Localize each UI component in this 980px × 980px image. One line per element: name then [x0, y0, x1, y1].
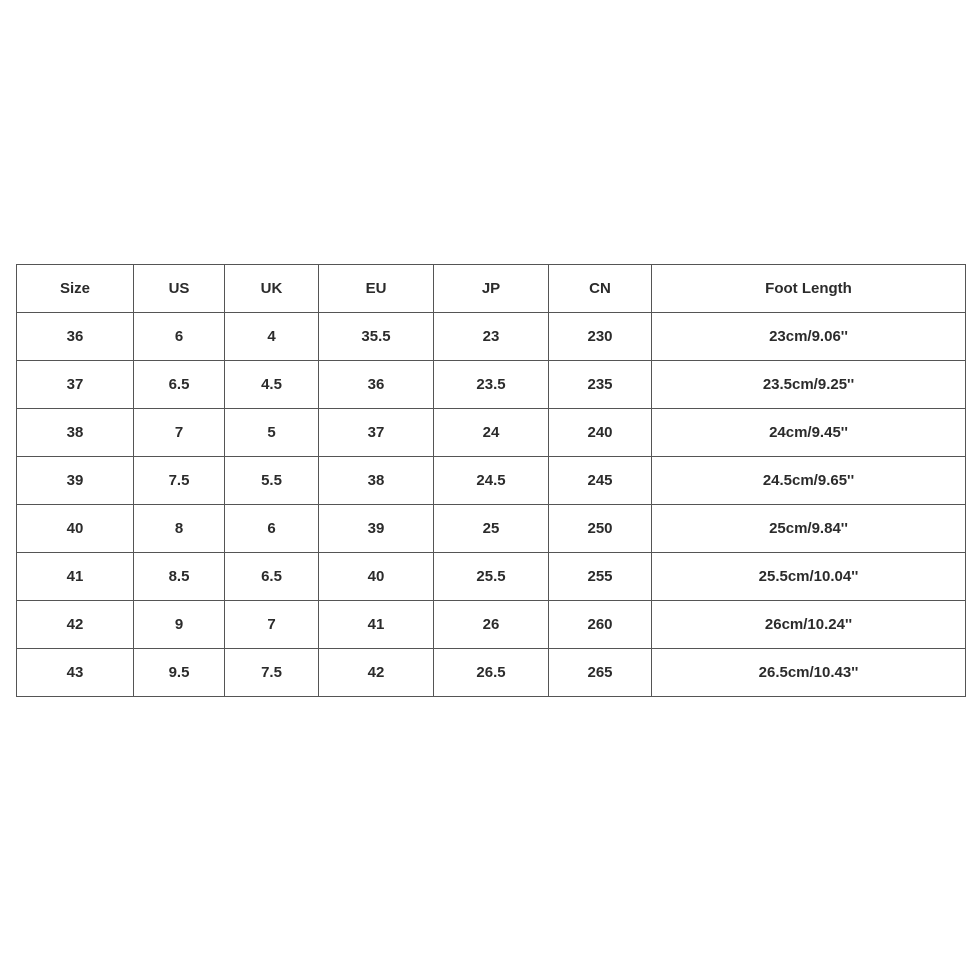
table-row: [17, 553, 966, 601]
table-row: [17, 505, 966, 553]
header-us: US: [134, 265, 225, 313]
header-eu: EU: [319, 265, 434, 313]
cell-jp: 25.5: [434, 553, 549, 601]
cell-foot-length: 23.5cm/9.25'': [652, 361, 966, 409]
cell-foot-length: 25.5cm/10.04'': [652, 553, 966, 601]
header-row: [17, 265, 966, 313]
header-uk: UK: [225, 265, 319, 313]
cell-eu: 39: [319, 505, 434, 553]
cell-cn: 235: [549, 361, 652, 409]
cell-foot-length: 26cm/10.24'': [652, 601, 966, 649]
cell-uk: 4: [225, 313, 319, 361]
cell-size: 40: [17, 505, 134, 553]
cell-size: 38: [17, 409, 134, 457]
cell-eu: 41: [319, 601, 434, 649]
cell-us: 6.5: [134, 361, 225, 409]
table-row: [17, 601, 966, 649]
cell-eu: 37: [319, 409, 434, 457]
cell-cn: 230: [549, 313, 652, 361]
cell-size: 36: [17, 313, 134, 361]
cell-size: 41: [17, 553, 134, 601]
cell-uk: 5: [225, 409, 319, 457]
cell-uk: 5.5: [225, 457, 319, 505]
cell-size: 42: [17, 601, 134, 649]
cell-jp: 26.5: [434, 649, 549, 697]
cell-uk: 6.5: [225, 553, 319, 601]
cell-eu: 42: [319, 649, 434, 697]
cell-size: 39: [17, 457, 134, 505]
cell-size: 37: [17, 361, 134, 409]
cell-uk: 7.5: [225, 649, 319, 697]
cell-us: 7.5: [134, 457, 225, 505]
cell-uk: 6: [225, 505, 319, 553]
table-row: [17, 361, 966, 409]
cell-us: 8.5: [134, 553, 225, 601]
cell-us: 8: [134, 505, 225, 553]
header-jp: JP: [434, 265, 549, 313]
cell-foot-length: 26.5cm/10.43'': [652, 649, 966, 697]
cell-jp: 25: [434, 505, 549, 553]
cell-jp: 23.5: [434, 361, 549, 409]
cell-jp: 24.5: [434, 457, 549, 505]
cell-eu: 38: [319, 457, 434, 505]
cell-us: 9.5: [134, 649, 225, 697]
cell-us: 6: [134, 313, 225, 361]
table-row: [17, 649, 966, 697]
header-cn: CN: [549, 265, 652, 313]
cell-foot-length: 25cm/9.84'': [652, 505, 966, 553]
table-row: [17, 313, 966, 361]
cell-eu: 35.5: [319, 313, 434, 361]
cell-foot-length: 23cm/9.06'': [652, 313, 966, 361]
cell-uk: 4.5: [225, 361, 319, 409]
cell-us: 9: [134, 601, 225, 649]
size-chart-table: [16, 264, 966, 697]
cell-us: 7: [134, 409, 225, 457]
cell-cn: 240: [549, 409, 652, 457]
cell-foot-length: 24cm/9.45'': [652, 409, 966, 457]
header-size: Size: [17, 265, 134, 313]
cell-jp: 23: [434, 313, 549, 361]
cell-cn: 255: [549, 553, 652, 601]
cell-cn: 260: [549, 601, 652, 649]
cell-jp: 24: [434, 409, 549, 457]
table-row: [17, 457, 966, 505]
header-foot-length: Foot Length: [652, 265, 966, 313]
cell-cn: 245: [549, 457, 652, 505]
cell-uk: 7: [225, 601, 319, 649]
cell-size: 43: [17, 649, 134, 697]
cell-foot-length: 24.5cm/9.65'': [652, 457, 966, 505]
cell-cn: 265: [549, 649, 652, 697]
cell-eu: 40: [319, 553, 434, 601]
table-row: [17, 409, 966, 457]
cell-jp: 26: [434, 601, 549, 649]
cell-cn: 250: [549, 505, 652, 553]
cell-eu: 36: [319, 361, 434, 409]
